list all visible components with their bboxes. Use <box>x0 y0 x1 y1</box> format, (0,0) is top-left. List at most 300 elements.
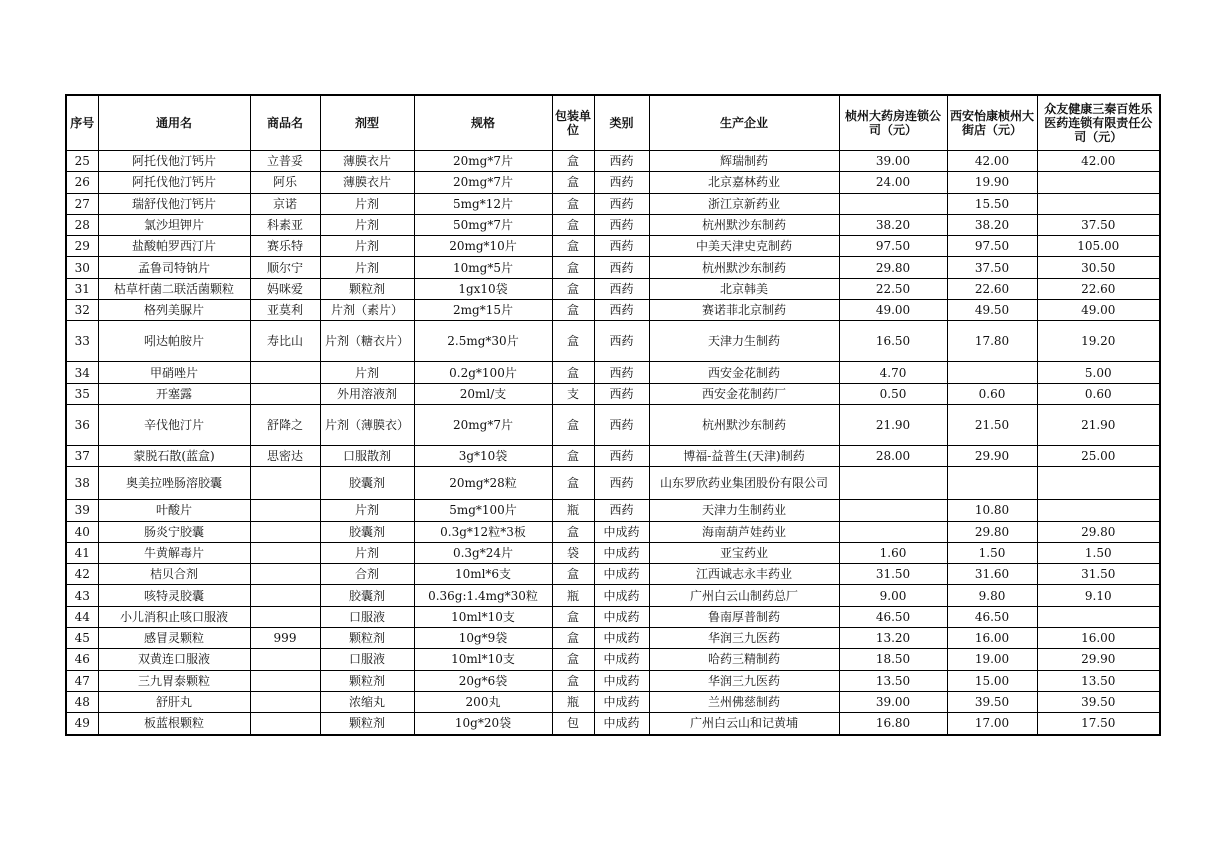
cell-price-store-2: 38.20 <box>947 214 1037 235</box>
cell-specification: 10g*20袋 <box>414 713 552 735</box>
cell-package-unit: 盒 <box>552 628 594 649</box>
cell-package-unit: 盒 <box>552 321 594 362</box>
cell-category: 西药 <box>594 445 649 466</box>
cell-dosage-form: 颗粒剂 <box>320 670 414 691</box>
price-table <box>65 94 1161 736</box>
cell-generic-name: 格列美脲片 <box>98 300 250 321</box>
cell-price-store-3: 19.20 <box>1037 321 1160 362</box>
cell-dosage-form: 片剂 <box>320 214 414 235</box>
cell-category: 西药 <box>594 404 649 445</box>
cell-category: 中成药 <box>594 542 649 563</box>
cell-manufacturer: 西安金花制药 <box>649 362 839 383</box>
cell-index: 28 <box>66 214 98 235</box>
cell-index: 44 <box>66 606 98 627</box>
cell-brand-name <box>250 585 320 606</box>
cell-dosage-form: 颗粒剂 <box>320 713 414 735</box>
cell-category: 中成药 <box>594 670 649 691</box>
cell-manufacturer: 天津力生制药 <box>649 321 839 362</box>
cell-price-store-2: 37.50 <box>947 257 1037 278</box>
cell-generic-name: 奥美拉唑肠溶胶囊 <box>98 467 250 500</box>
cell-manufacturer: 广州白云山制药总厂 <box>649 585 839 606</box>
cell-generic-name: 双黄连口服液 <box>98 649 250 670</box>
cell-manufacturer: 中美天津史克制药 <box>649 236 839 257</box>
cell-package-unit: 盒 <box>552 564 594 585</box>
table-row <box>66 670 1160 691</box>
table-row <box>66 628 1160 649</box>
cell-price-store-3: 9.10 <box>1037 585 1160 606</box>
table-row <box>66 404 1160 445</box>
cell-package-unit: 盒 <box>552 362 594 383</box>
cell-manufacturer: 华润三九医药 <box>649 670 839 691</box>
cell-generic-name: 孟鲁司特钠片 <box>98 257 250 278</box>
table-row <box>66 606 1160 627</box>
cell-specification: 50mg*7片 <box>414 214 552 235</box>
cell-category: 中成药 <box>594 521 649 542</box>
cell-dosage-form: 胶囊剂 <box>320 521 414 542</box>
cell-price-store-3: 30.50 <box>1037 257 1160 278</box>
cell-brand-name: 科素亚 <box>250 214 320 235</box>
cell-manufacturer: 江西诚志永丰药业 <box>649 564 839 585</box>
cell-generic-name: 辛伐他汀片 <box>98 404 250 445</box>
cell-package-unit: 盒 <box>552 278 594 299</box>
cell-dosage-form: 口服散剂 <box>320 445 414 466</box>
cell-price-store-2: 9.80 <box>947 585 1037 606</box>
cell-specification: 20mg*7片 <box>414 172 552 193</box>
cell-generic-name: 阿托伐他汀钙片 <box>98 151 250 172</box>
cell-brand-name: 舒降之 <box>250 404 320 445</box>
cell-specification: 10mg*5片 <box>414 257 552 278</box>
cell-generic-name: 肠炎宁胶囊 <box>98 521 250 542</box>
cell-package-unit: 盒 <box>552 521 594 542</box>
cell-price-store-1: 21.90 <box>839 404 947 445</box>
cell-price-store-2: 15.50 <box>947 193 1037 214</box>
cell-price-store-2: 10.80 <box>947 500 1037 521</box>
cell-brand-name <box>250 691 320 712</box>
cell-brand-name <box>250 649 320 670</box>
cell-manufacturer: 华润三九医药 <box>649 628 839 649</box>
cell-brand-name <box>250 670 320 691</box>
cell-dosage-form: 薄膜衣片 <box>320 151 414 172</box>
cell-price-store-1 <box>839 193 947 214</box>
cell-specification: 0.36g:1.4mg*30粒 <box>414 585 552 606</box>
cell-brand-name <box>250 500 320 521</box>
cell-price-store-2: 42.00 <box>947 151 1037 172</box>
cell-manufacturer: 杭州默沙东制药 <box>649 404 839 445</box>
cell-category: 西药 <box>594 193 649 214</box>
cell-price-store-3: 1.50 <box>1037 542 1160 563</box>
cell-price-store-2: 19.90 <box>947 172 1037 193</box>
cell-price-store-3: 31.50 <box>1037 564 1160 585</box>
cell-specification: 20mg*7片 <box>414 404 552 445</box>
cell-price-store-3 <box>1037 500 1160 521</box>
cell-manufacturer: 赛诺菲北京制药 <box>649 300 839 321</box>
cell-generic-name: 牛黄解毒片 <box>98 542 250 563</box>
cell-package-unit: 瓶 <box>552 691 594 712</box>
cell-price-store-3: 25.00 <box>1037 445 1160 466</box>
cell-brand-name: 阿乐 <box>250 172 320 193</box>
cell-category: 西药 <box>594 172 649 193</box>
cell-package-unit: 包 <box>552 713 594 735</box>
cell-dosage-form: 胶囊剂 <box>320 585 414 606</box>
cell-category: 西药 <box>594 321 649 362</box>
cell-price-store-1: 22.50 <box>839 278 947 299</box>
header-cell-price-store-3: 众友健康三秦百姓乐医药连锁有限责任公司（元） <box>1037 95 1160 151</box>
cell-dosage-form: 片剂 <box>320 500 414 521</box>
cell-package-unit: 盒 <box>552 404 594 445</box>
cell-price-store-2: 16.00 <box>947 628 1037 649</box>
cell-index: 26 <box>66 172 98 193</box>
cell-category: 西药 <box>594 214 649 235</box>
cell-brand-name <box>250 606 320 627</box>
cell-package-unit: 盒 <box>552 214 594 235</box>
cell-price-store-1 <box>839 467 947 500</box>
cell-specification: 20ml/支 <box>414 383 552 404</box>
cell-dosage-form: 口服液 <box>320 606 414 627</box>
cell-category: 西药 <box>594 236 649 257</box>
cell-index: 37 <box>66 445 98 466</box>
cell-manufacturer: 杭州默沙东制药 <box>649 257 839 278</box>
cell-price-store-1: 38.20 <box>839 214 947 235</box>
cell-package-unit: 盒 <box>552 467 594 500</box>
cell-price-store-1 <box>839 500 947 521</box>
cell-generic-name: 叶酸片 <box>98 500 250 521</box>
table-row <box>66 649 1160 670</box>
cell-price-store-1: 28.00 <box>839 445 947 466</box>
cell-price-store-2: 49.50 <box>947 300 1037 321</box>
cell-brand-name: 亚莫利 <box>250 300 320 321</box>
cell-manufacturer: 辉瑞制药 <box>649 151 839 172</box>
cell-price-store-1: 97.50 <box>839 236 947 257</box>
cell-index: 47 <box>66 670 98 691</box>
cell-price-store-1: 4.70 <box>839 362 947 383</box>
cell-generic-name: 舒肝丸 <box>98 691 250 712</box>
cell-price-store-2: 39.50 <box>947 691 1037 712</box>
cell-package-unit: 盒 <box>552 236 594 257</box>
table-row <box>66 691 1160 712</box>
cell-dosage-form: 片剂（糖衣片） <box>320 321 414 362</box>
cell-price-store-2: 1.50 <box>947 542 1037 563</box>
cell-price-store-3 <box>1037 172 1160 193</box>
cell-package-unit: 盒 <box>552 606 594 627</box>
cell-price-store-1: 46.50 <box>839 606 947 627</box>
table-row <box>66 521 1160 542</box>
cell-index: 33 <box>66 321 98 362</box>
cell-price-store-1: 31.50 <box>839 564 947 585</box>
cell-specification: 0.3g*12粒*3板 <box>414 521 552 542</box>
header-cell-package-unit: 包装单位 <box>552 95 594 151</box>
cell-price-store-2: 29.90 <box>947 445 1037 466</box>
table-row <box>66 542 1160 563</box>
cell-dosage-form: 片剂 <box>320 257 414 278</box>
cell-category: 西药 <box>594 151 649 172</box>
cell-category: 西药 <box>594 278 649 299</box>
cell-specification: 20mg*28粒 <box>414 467 552 500</box>
cell-manufacturer: 西安金花制药厂 <box>649 383 839 404</box>
cell-brand-name <box>250 521 320 542</box>
cell-price-store-3: 39.50 <box>1037 691 1160 712</box>
cell-category: 中成药 <box>594 606 649 627</box>
cell-price-store-2: 46.50 <box>947 606 1037 627</box>
header-cell-dosage-form: 剂型 <box>320 95 414 151</box>
cell-price-store-2: 29.80 <box>947 521 1037 542</box>
cell-manufacturer: 山东罗欣药业集团股份有限公司 <box>649 467 839 500</box>
table-row <box>66 321 1160 362</box>
cell-specification: 20mg*10片 <box>414 236 552 257</box>
cell-category: 西药 <box>594 383 649 404</box>
cell-manufacturer: 杭州默沙东制药 <box>649 214 839 235</box>
cell-brand-name: 京诺 <box>250 193 320 214</box>
cell-dosage-form: 片剂 <box>320 193 414 214</box>
cell-package-unit: 盒 <box>552 257 594 278</box>
cell-manufacturer: 浙江京新药业 <box>649 193 839 214</box>
cell-index: 31 <box>66 278 98 299</box>
cell-manufacturer: 亚宝药业 <box>649 542 839 563</box>
table-row <box>66 500 1160 521</box>
cell-price-store-1: 0.50 <box>839 383 947 404</box>
cell-package-unit: 盒 <box>552 300 594 321</box>
cell-generic-name: 咳特灵胶囊 <box>98 585 250 606</box>
cell-generic-name: 瑞舒伐他汀钙片 <box>98 193 250 214</box>
cell-dosage-form: 颗粒剂 <box>320 278 414 299</box>
cell-dosage-form: 外用溶液剂 <box>320 383 414 404</box>
cell-dosage-form: 合剂 <box>320 564 414 585</box>
cell-price-store-1: 9.00 <box>839 585 947 606</box>
cell-price-store-1: 29.80 <box>839 257 947 278</box>
cell-index: 45 <box>66 628 98 649</box>
cell-generic-name: 三九胃泰颗粒 <box>98 670 250 691</box>
cell-generic-name: 蒙脱石散(蓝盒) <box>98 445 250 466</box>
cell-price-store-3: 105.00 <box>1037 236 1160 257</box>
cell-brand-name: 思密达 <box>250 445 320 466</box>
cell-category: 中成药 <box>594 649 649 670</box>
cell-generic-name: 吲达帕胺片 <box>98 321 250 362</box>
cell-price-store-1: 16.80 <box>839 713 947 735</box>
cell-category: 中成药 <box>594 691 649 712</box>
cell-manufacturer: 天津力生制药业 <box>649 500 839 521</box>
cell-category: 西药 <box>594 362 649 383</box>
cell-dosage-form: 薄膜衣片 <box>320 172 414 193</box>
cell-specification: 10ml*10支 <box>414 649 552 670</box>
cell-brand-name <box>250 564 320 585</box>
cell-brand-name: 赛乐特 <box>250 236 320 257</box>
cell-price-store-2: 15.00 <box>947 670 1037 691</box>
header-cell-specification: 规格 <box>414 95 552 151</box>
cell-price-store-2: 17.80 <box>947 321 1037 362</box>
cell-category: 西药 <box>594 500 649 521</box>
cell-price-store-3: 22.60 <box>1037 278 1160 299</box>
cell-manufacturer: 兰州佛慈制药 <box>649 691 839 712</box>
cell-price-store-1: 49.00 <box>839 300 947 321</box>
cell-generic-name: 桔贝合剂 <box>98 564 250 585</box>
cell-price-store-3: 17.50 <box>1037 713 1160 735</box>
cell-index: 43 <box>66 585 98 606</box>
cell-price-store-3: 37.50 <box>1037 214 1160 235</box>
cell-generic-name: 小儿消积止咳口服液 <box>98 606 250 627</box>
cell-dosage-form: 片剂 <box>320 362 414 383</box>
cell-category: 中成药 <box>594 628 649 649</box>
cell-generic-name: 氯沙坦钾片 <box>98 214 250 235</box>
cell-generic-name: 板蓝根颗粒 <box>98 713 250 735</box>
cell-package-unit: 袋 <box>552 542 594 563</box>
cell-category: 中成药 <box>594 585 649 606</box>
header-cell-generic-name: 通用名 <box>98 95 250 151</box>
cell-package-unit: 盒 <box>552 445 594 466</box>
table-row <box>66 585 1160 606</box>
cell-price-store-3: 42.00 <box>1037 151 1160 172</box>
cell-price-store-1: 1.60 <box>839 542 947 563</box>
cell-specification: 5mg*12片 <box>414 193 552 214</box>
cell-index: 36 <box>66 404 98 445</box>
cell-manufacturer: 广州白云山和记黄埔 <box>649 713 839 735</box>
cell-category: 中成药 <box>594 713 649 735</box>
cell-index: 42 <box>66 564 98 585</box>
cell-index: 48 <box>66 691 98 712</box>
cell-price-store-2: 31.60 <box>947 564 1037 585</box>
cell-price-store-1 <box>839 521 947 542</box>
header-row <box>66 95 1160 151</box>
header-cell-manufacturer: 生产企业 <box>649 95 839 151</box>
cell-price-store-2: 21.50 <box>947 404 1037 445</box>
cell-index: 29 <box>66 236 98 257</box>
cell-dosage-form: 口服液 <box>320 649 414 670</box>
cell-package-unit: 盒 <box>552 193 594 214</box>
cell-index: 38 <box>66 467 98 500</box>
header-cell-index: 序号 <box>66 95 98 151</box>
cell-package-unit: 瓶 <box>552 585 594 606</box>
cell-manufacturer: 哈药三精制药 <box>649 649 839 670</box>
cell-package-unit: 盒 <box>552 172 594 193</box>
cell-brand-name <box>250 362 320 383</box>
header-cell-brand-name: 商品名 <box>250 95 320 151</box>
table-row <box>66 236 1160 257</box>
cell-price-store-2: 97.50 <box>947 236 1037 257</box>
header-cell-price-store-1: 桢州大药房连锁公司（元） <box>839 95 947 151</box>
cell-index: 35 <box>66 383 98 404</box>
cell-manufacturer: 北京嘉林药业 <box>649 172 839 193</box>
cell-brand-name: 妈咪爱 <box>250 278 320 299</box>
cell-dosage-form: 片剂 <box>320 542 414 563</box>
table-row <box>66 467 1160 500</box>
cell-price-store-3: 16.00 <box>1037 628 1160 649</box>
table-row <box>66 151 1160 172</box>
table-row <box>66 193 1160 214</box>
cell-specification: 0.3g*24片 <box>414 542 552 563</box>
table-row <box>66 172 1160 193</box>
cell-price-store-3: 21.90 <box>1037 404 1160 445</box>
cell-index: 46 <box>66 649 98 670</box>
table-row <box>66 300 1160 321</box>
cell-price-store-2: 22.60 <box>947 278 1037 299</box>
cell-index: 30 <box>66 257 98 278</box>
cell-package-unit: 盒 <box>552 151 594 172</box>
cell-specification: 10ml*10支 <box>414 606 552 627</box>
table-body <box>66 151 1160 735</box>
cell-dosage-form: 颗粒剂 <box>320 628 414 649</box>
cell-specification: 0.2g*100片 <box>414 362 552 383</box>
cell-manufacturer: 北京韩美 <box>649 278 839 299</box>
cell-manufacturer: 海南葫芦娃药业 <box>649 521 839 542</box>
cell-price-store-1: 24.00 <box>839 172 947 193</box>
cell-price-store-2: 0.60 <box>947 383 1037 404</box>
cell-price-store-2: 17.00 <box>947 713 1037 735</box>
cell-specification: 200丸 <box>414 691 552 712</box>
cell-brand-name: 立普妥 <box>250 151 320 172</box>
cell-specification: 5mg*100片 <box>414 500 552 521</box>
cell-brand-name: 999 <box>250 628 320 649</box>
table-row <box>66 257 1160 278</box>
cell-category: 西药 <box>594 467 649 500</box>
cell-specification: 1gx10袋 <box>414 278 552 299</box>
cell-index: 27 <box>66 193 98 214</box>
cell-price-store-2 <box>947 362 1037 383</box>
cell-price-store-1: 13.20 <box>839 628 947 649</box>
table-row <box>66 214 1160 235</box>
cell-generic-name: 开塞露 <box>98 383 250 404</box>
table-row <box>66 445 1160 466</box>
cell-generic-name: 盐酸帕罗西汀片 <box>98 236 250 257</box>
cell-price-store-3: 29.90 <box>1037 649 1160 670</box>
cell-specification: 10g*9袋 <box>414 628 552 649</box>
cell-specification: 3g*10袋 <box>414 445 552 466</box>
cell-specification: 2.5mg*30片 <box>414 321 552 362</box>
cell-generic-name: 枯草杆菌二联活菌颗粒 <box>98 278 250 299</box>
cell-price-store-3: 13.50 <box>1037 670 1160 691</box>
cell-specification: 2mg*15片 <box>414 300 552 321</box>
cell-brand-name <box>250 542 320 563</box>
cell-price-store-1: 16.50 <box>839 321 947 362</box>
cell-index: 39 <box>66 500 98 521</box>
cell-brand-name <box>250 467 320 500</box>
cell-package-unit: 瓶 <box>552 500 594 521</box>
cell-price-store-1: 39.00 <box>839 691 947 712</box>
cell-price-store-1: 13.50 <box>839 670 947 691</box>
cell-dosage-form: 片剂（素片） <box>320 300 414 321</box>
table-row <box>66 564 1160 585</box>
cell-price-store-3 <box>1037 193 1160 214</box>
table-row <box>66 362 1160 383</box>
cell-package-unit: 盒 <box>552 670 594 691</box>
cell-brand-name <box>250 713 320 735</box>
cell-price-store-1: 18.50 <box>839 649 947 670</box>
cell-price-store-3: 29.80 <box>1037 521 1160 542</box>
cell-brand-name: 寿比山 <box>250 321 320 362</box>
cell-index: 40 <box>66 521 98 542</box>
cell-generic-name: 感冒灵颗粒 <box>98 628 250 649</box>
cell-category: 西药 <box>594 257 649 278</box>
cell-category: 中成药 <box>594 564 649 585</box>
cell-package-unit: 盒 <box>552 649 594 670</box>
cell-price-store-2: 19.00 <box>947 649 1037 670</box>
cell-generic-name: 甲硝唑片 <box>98 362 250 383</box>
cell-price-store-3 <box>1037 606 1160 627</box>
cell-category: 西药 <box>594 300 649 321</box>
cell-brand-name <box>250 383 320 404</box>
cell-index: 49 <box>66 713 98 735</box>
cell-manufacturer: 鲁南厚普制药 <box>649 606 839 627</box>
table-row <box>66 713 1160 735</box>
cell-price-store-1: 39.00 <box>839 151 947 172</box>
cell-dosage-form: 浓缩丸 <box>320 691 414 712</box>
cell-package-unit: 支 <box>552 383 594 404</box>
cell-price-store-3: 49.00 <box>1037 300 1160 321</box>
header-cell-category: 类别 <box>594 95 649 151</box>
cell-index: 41 <box>66 542 98 563</box>
table-row <box>66 383 1160 404</box>
cell-index: 32 <box>66 300 98 321</box>
cell-index: 34 <box>66 362 98 383</box>
cell-specification: 10ml*6支 <box>414 564 552 585</box>
table-row <box>66 278 1160 299</box>
